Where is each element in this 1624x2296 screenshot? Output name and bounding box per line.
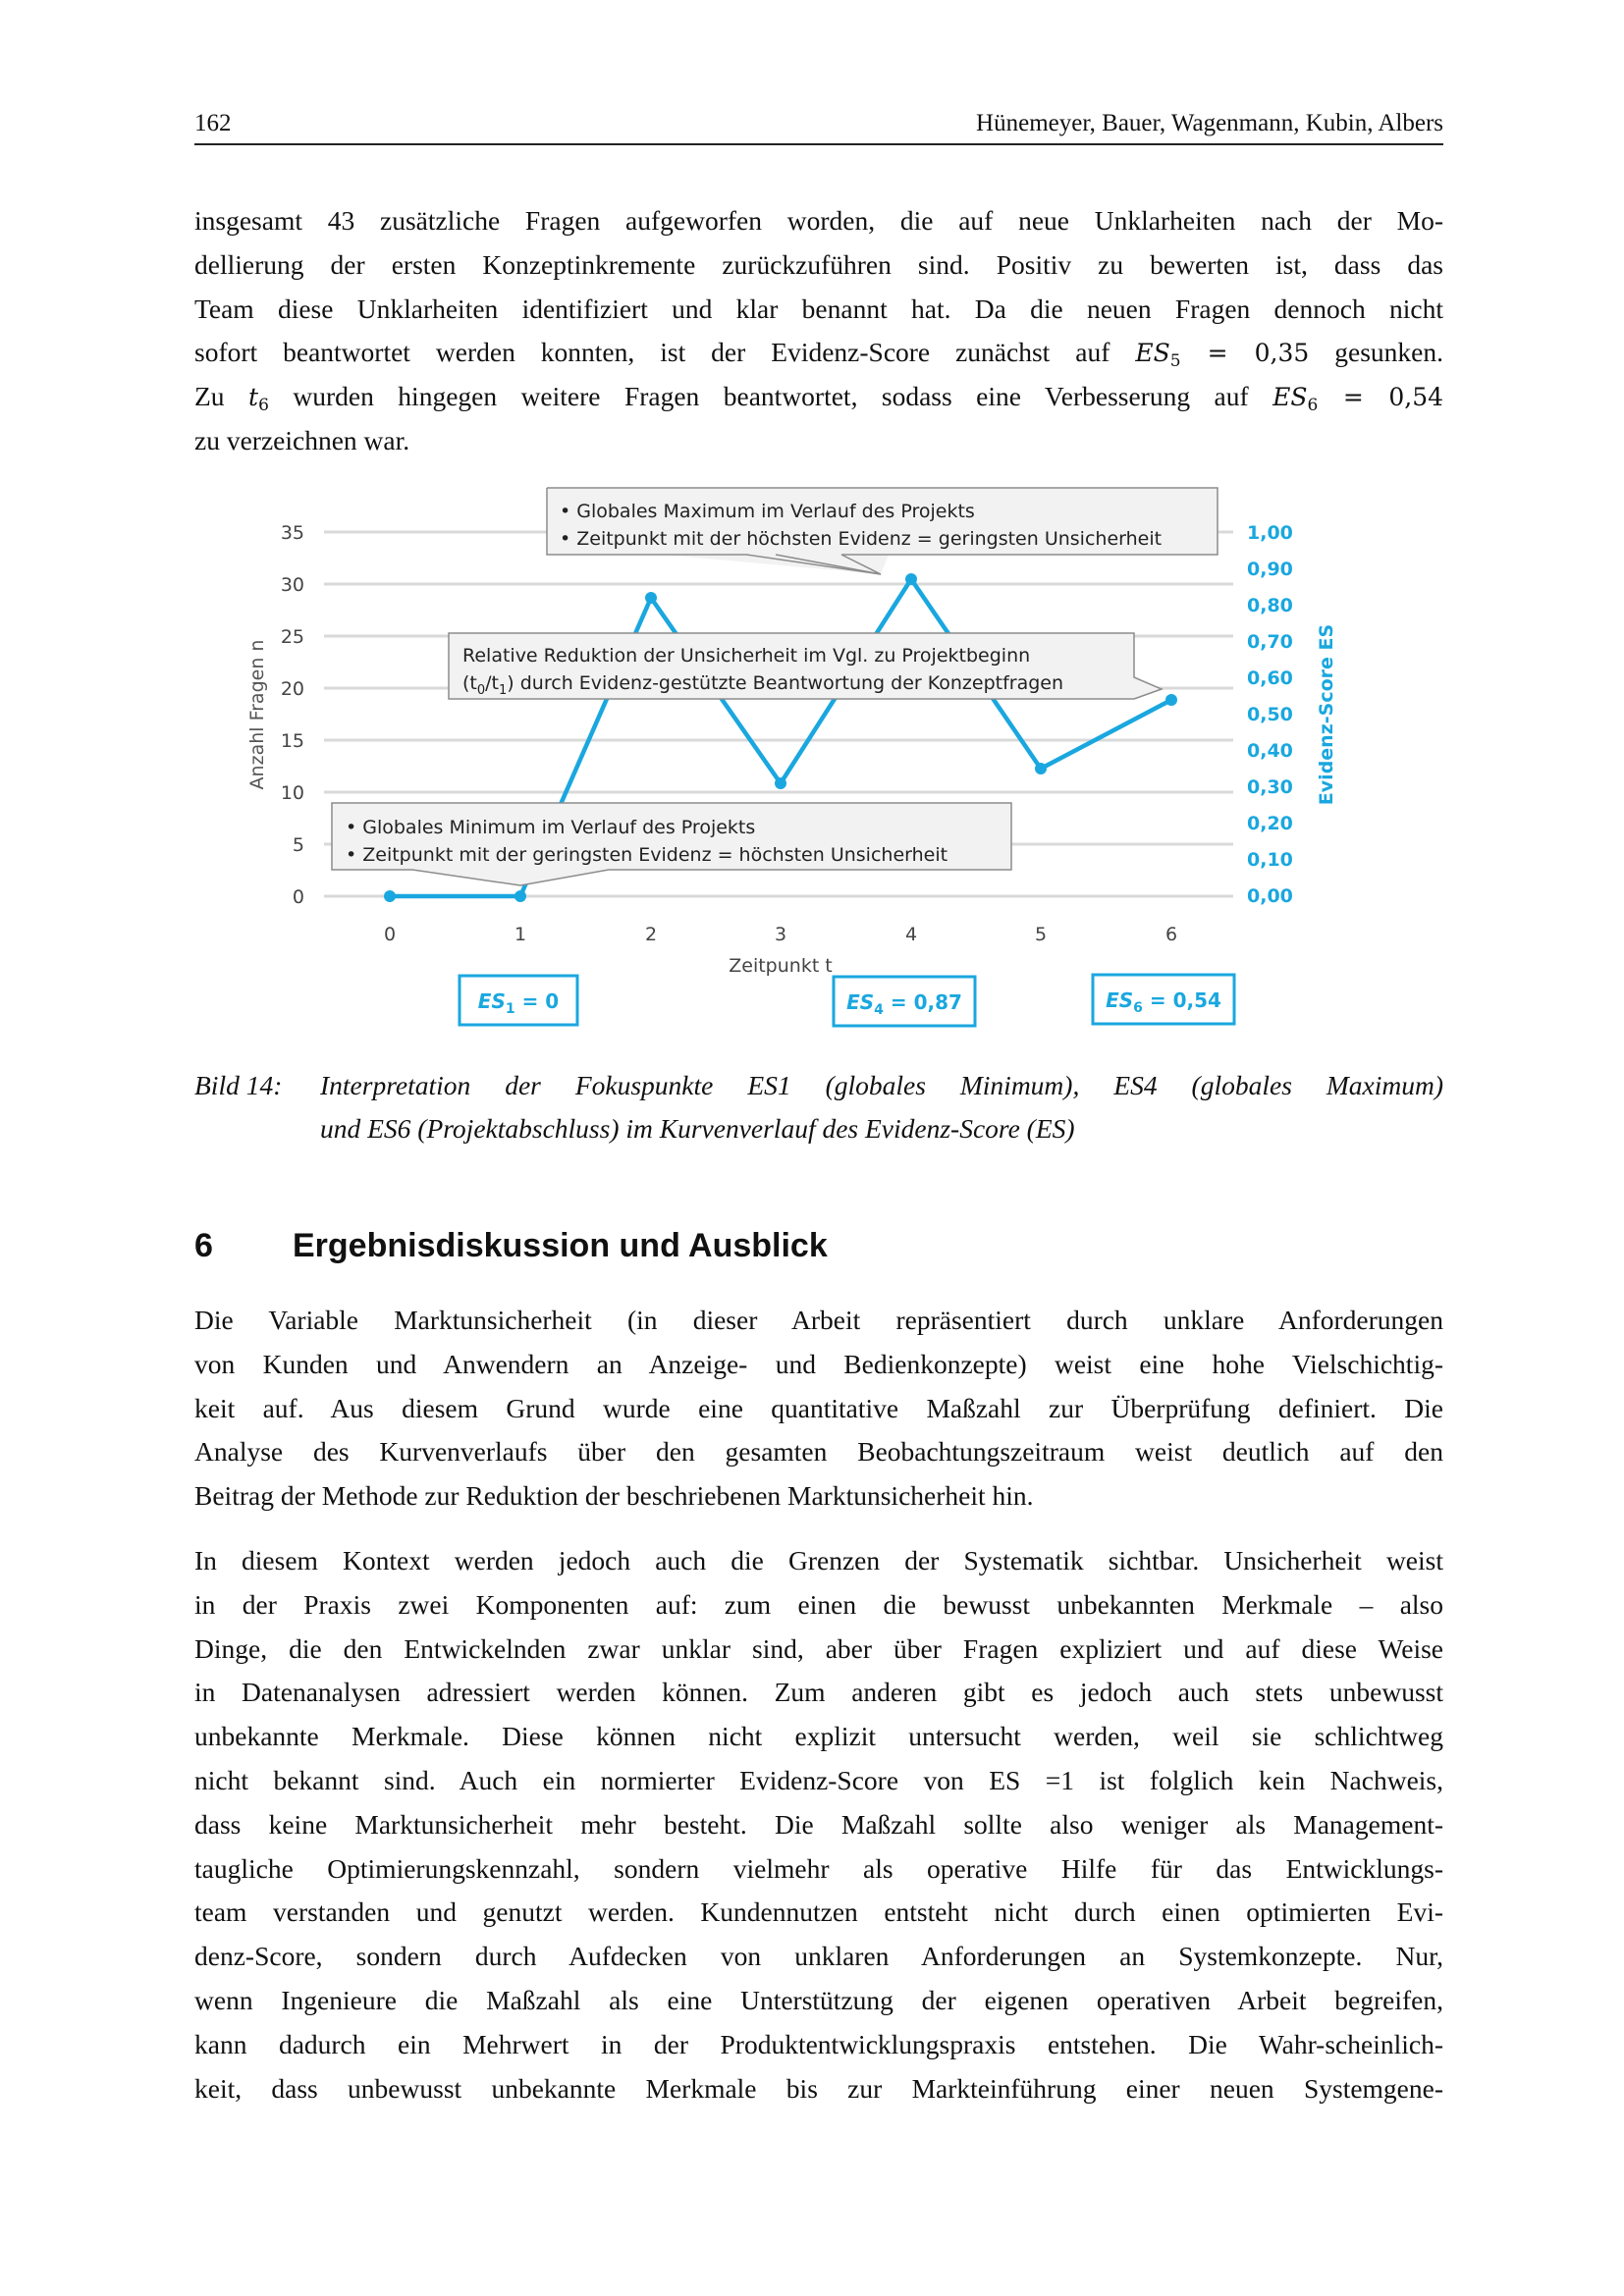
svg-text:2: 2 [644,924,658,945]
text-line: nicht bekannt sind. Auch ein normierter Evidenz-Score von ES =1 ist folglich kein Nachweis, [194,1764,1443,1795]
svg-text:35: 35 [280,522,304,544]
text-line: Team diese Unklarheiten identifiziert und klar benannt hat. Da die neuen Fragen dennoch nicht [194,293,1443,324]
svg-text:0: 0 [292,886,304,908]
callout-relative-reduction [449,633,1162,699]
text-line: Dinge, die den Entwickelnden zwar unklar sind, aber über Fragen expliziert und auf diese Weise [194,1632,1443,1664]
text-line: unbekannte Merkmale. Diese können nicht explizit untersucht werden, weil sie schlichtweg [194,1721,1443,1752]
svg-text:0,10: 0,10 [1247,849,1293,871]
figure-caption [194,1064,1443,1152]
svg-text:25: 25 [280,626,304,648]
data-point [1035,763,1047,774]
text-line: Analyse des Kurvenverlaufs über den gesamten Beobachtungszeitraum weist deutlich auf den [194,1436,1443,1468]
data-point [514,890,526,902]
text-line: zu verzeichnen war. [194,424,410,455]
callout-minimum [332,803,1011,885]
section-number: 6 [194,1227,213,1264]
text-line: In diesem Kontext werden jedoch auch die Grenzen der Systematik sichtbar. Unsicherheit weist [194,1545,1443,1575]
text-line: in der Praxis zwei Komponenten auf: zum einen die bewusst unbekannten Merkmale – also [194,1588,1443,1620]
svg-text:30: 30 [280,574,304,596]
right-axis-label: Evidenz-Score ES [1316,623,1337,806]
svg-text:4: 4 [904,924,918,945]
svg-text:1: 1 [514,924,527,945]
svg-text:0,30: 0,30 [1247,776,1293,798]
text-line: kann dadurch ein Mehrwert in der Produktentwicklungspraxis entstehen. Die Wahr-scheinlich- [194,2028,1443,2059]
svg-text:0,20: 0,20 [1247,813,1293,834]
math-es6: $ES_6 = 0,54$ [1272,383,1444,416]
svg-text:ES1 = 0: $ES_1 = 0$ [477,989,560,1017]
data-point [775,777,786,789]
svg-text:5: 5 [292,834,304,856]
left-axis-ticks [281,522,304,908]
left-axis-label: Anzahl Fragen n [246,639,268,790]
data-point [1165,694,1177,706]
svg-text:5: 5 [1034,924,1048,945]
right-axis-ticks [1247,522,1293,907]
svg-text:ES6 = 0,54: $ES_6 = 0,54$ [1106,988,1221,1016]
svg-text:0: 0 [383,924,397,945]
text-line: wenn Ingenieure die Maßzahl als eine Unterstützung der eigenen operativen Arbeit begreifen, [194,1984,1443,2015]
text-line: Die Variable Marktunsicherheit (in dieser Arbeit repräsentiert durch unklare Anforderungen [194,1305,1443,1335]
svg-text:6: 6 [1164,924,1178,945]
figure-chart [0,0,1624,1060]
text-line-es5: sofort beantwortet werden konnten, ist der Evidenz-Score zunächst auf $ES_5 = 0,35$ gesunken. [194,337,1444,372]
text-line: team verstanden und genutzt werden. Kundennutzen entsteht nicht durch einen optimierten Evi- [194,1896,1443,1928]
math-t6: $t_6$ [248,383,269,416]
svg-text:0,90: 0,90 [1247,559,1293,580]
svg-text:ES4 = 0,87: $ES_4 = 0,87$ [846,990,962,1018]
text-line: denz-Score, sondern durch Aufdecken von unklaren Anforderungen an Systemkonzepte. Nur, [194,1941,1443,1972]
text-line: Beitrag der Methode zur Reduktion der beschriebenen Marktunsicherheit hin. [194,1480,1034,1512]
data-point [905,573,917,585]
es-box-4 [834,977,975,1026]
running-header-authors: Hünemeyer, Bauer, Wagenmann, Kubin, Albers [976,110,1443,136]
es-box-6 [1093,975,1234,1024]
text-line: dellierung der ersten Konzeptinkremente zurückzuführen sind. Positiv zu bewerten ist, dass das [194,248,1443,280]
svg-text:20: 20 [280,678,304,700]
paragraph-2 [194,1299,1443,1519]
math-es5: $ES_5 = 0,35$ [1135,339,1310,372]
svg-text:• Globales Maximum im Verlauf: • Globales Maximum im Verlauf des Projekts [560,501,975,522]
callout-maximum [547,488,1218,574]
svg-text:0,40: 0,40 [1247,740,1293,762]
caption-label: Bild 14: [194,1070,283,1100]
svg-text:(t0/t1) durch Evidenz-gestützt: $(t_0/t_1)$ durch Evidenz-gestützte Beantwortung der Konzeptfragen [462,672,1064,698]
text-line: keit, dass unbewusst unbekannte Merkmale bis zur Markteinführung einer neuen Systemgene- [194,2072,1443,2104]
es-box-1 [460,976,577,1025]
svg-text:Relative Reduktion der Unsiche: Relative Reduktion der Unsicherheit im Vgl. zu Projektbeginn [462,645,1031,667]
caption-line: und ES6 (Projektabschluss) im Kurvenverlauf des Evidenz-Score (ES) [320,1113,1075,1144]
svg-text:15: 15 [280,730,304,752]
svg-text:• Zeitpunkt mit der höchsten E: • Zeitpunkt mit der höchsten Evidenz = geringsten Unsicherheit [560,528,1163,550]
svg-text:• Zeitpunkt mit der geringsten: • Zeitpunkt mit der geringsten Evidenz = höchsten Unsicherheit [346,844,948,866]
svg-text:0,60: 0,60 [1247,667,1293,689]
text-line: von Kunden und Anwendern an Anzeige- und Bedienkonzepte) weist eine hohe Vielschichtig- [194,1348,1443,1379]
svg-text:0,70: 0,70 [1247,631,1293,653]
text-line: dass keine Marktunsicherheit mehr besteht. Die Maßzahl sollte also weniger als Management- [194,1808,1443,1840]
text-line: keit auf. Aus diesem Grund wurde eine quantitative Maßzahl zur Überprüfung definiert. Die [194,1392,1443,1423]
paragraph-3 [194,1539,1443,2110]
svg-text:0,80: 0,80 [1247,595,1293,616]
text-line: in Datenanalysen adressiert werden können. Zum anderen gibt es jedoch auch stets unbewusst [194,1677,1443,1708]
text-line: taugliche Optimierungskennzahl, sondern vielmehr als operative Hilfe für das Entwicklungs- [194,1852,1443,1884]
x-axis-ticks [384,924,1177,945]
svg-text:0,00: 0,00 [1247,885,1293,907]
text-line-es6: Zu $t_6$ wurden hingegen weitere Fragen beantwortet, sodass eine Verbesserung auf $ES_6 = 0,54$ [194,381,1444,416]
data-point [645,592,657,604]
page-number: 162 [194,110,232,136]
x-axis-label: Zeitpunkt t [729,955,833,977]
svg-text:• Globales Minimum im Verlauf: • Globales Minimum im Verlauf des Projekts [346,817,756,838]
section-title: Ergebnisdiskussion und Ausblick [293,1227,828,1264]
svg-text:0,50: 0,50 [1247,704,1293,725]
data-point [384,890,396,902]
svg-text:3: 3 [774,924,787,945]
svg-text:10: 10 [280,782,304,804]
text-line: insgesamt 43 zusätzliche Fragen aufgeworfen worden, die auf neue Unklarheiten nach der Mo- [194,205,1443,236]
svg-text:1,00: 1,00 [1247,522,1293,544]
caption-line: Interpretation der Fokuspunkte ES1 (globales Minimum), ES4 (globales Maximum) [320,1070,1443,1100]
